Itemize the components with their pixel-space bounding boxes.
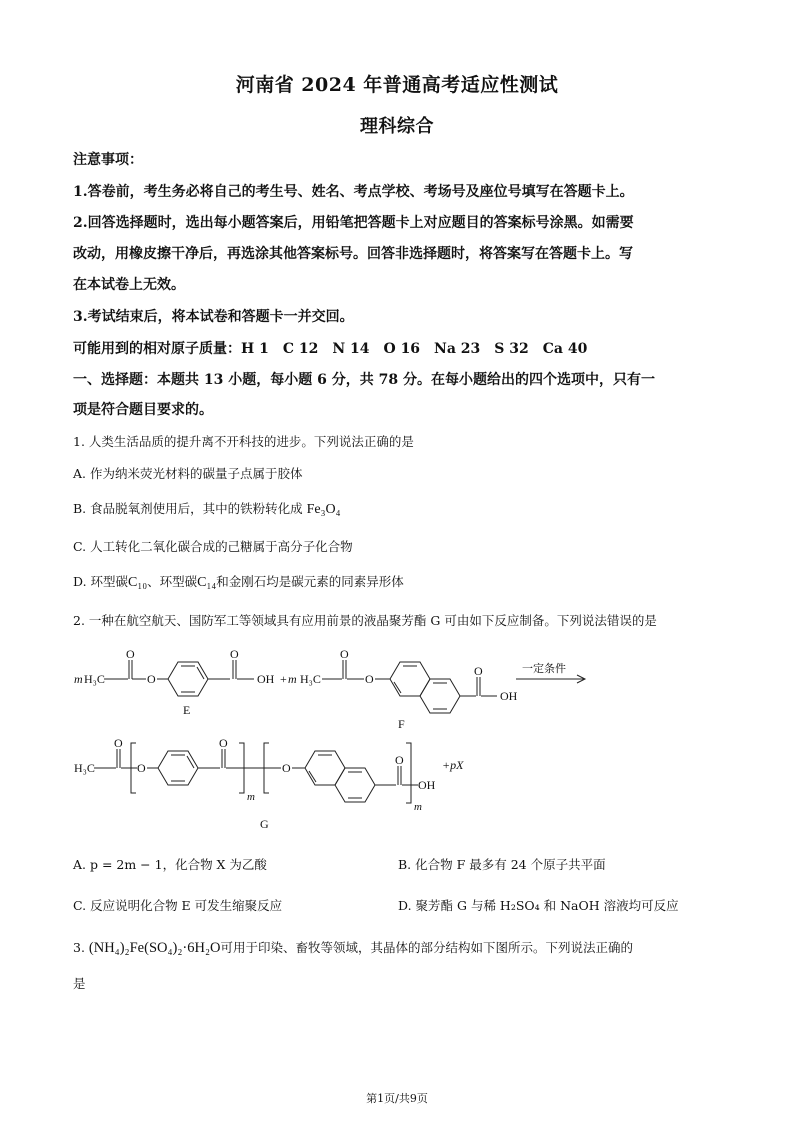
q1-option-d (73, 572, 404, 591)
exam-subtitle: 理科综合 (360, 116, 434, 137)
q1-stem: 1. 人类生活品质的提升离不开科技的进步。下列说法正确的是 (73, 434, 414, 449)
q1-option-d-part-1: D. 环型碳 (73, 574, 129, 589)
scheme-e-methyl: H₃C (84, 672, 105, 686)
scheme-condition: 一定条件 (522, 663, 566, 675)
q1-option-b (73, 499, 341, 518)
scheme-g-carbonyl-o-1: O (114, 736, 123, 750)
scheme-f-acid-o: O (474, 664, 483, 678)
scheme-e-oh: OH (257, 672, 275, 686)
reaction-scheme (0, 630, 794, 830)
q1-option-d-formula-1: C₁₀ (128, 575, 148, 590)
scheme-e-carbonyl-o-2: O (230, 647, 239, 661)
scheme-f-carbonyl-o: O (340, 647, 349, 661)
q1-option-a: A. 作为纳米荧光材料的碳量子点属于胶体 (73, 466, 303, 481)
page-footer: 第1页/共9页 (366, 1092, 428, 1105)
q3-stem-line-1: 3. (NH₄)₂Fe(SO₄)₂·6H₂O可用于印染、畜牧等领域，其晶体的部分结构如下图所示。下列说法正确的 (73, 940, 634, 956)
q2-option-d: D. 聚芳酯 G 与稀 H₂SO₄ 和 NaOH 溶液均可反应 (398, 898, 679, 913)
q1-option-c: C. 人工转化二氧化碳合成的己糖属于高分子化合物 (73, 539, 353, 554)
scheme-f-methyl: H₃C (300, 672, 321, 686)
section-heading-line-2: 项是符合题目要求的。 (73, 402, 213, 418)
note-2-line-3: 在本试卷上无效。 (73, 277, 185, 293)
scheme-e-ester-o: O (147, 672, 156, 686)
note-3: 3.考试结束后，将本试卷和答题卡一并交回。 (73, 309, 354, 325)
section-heading-line-1: 一、选择题：本题共 13 小题，每小题 6 分，共 78 分。在每小题给出的四个选项中，只有一 (73, 372, 655, 388)
note-1: 1.答卷前，考生务必将自己的考生号、姓名、考点学校、考场号及座位号填写在答题卡上。 (73, 184, 634, 200)
q1-option-d-formula-2: C₁₄ (197, 575, 217, 590)
q1-option-d-part-2: 、环型碳 (147, 574, 198, 589)
q1-option-b-text: B. 食品脱氧剂使用后，其中的铁粉转化成 (73, 501, 303, 516)
scheme-label-f: F (398, 717, 405, 731)
q1-option-b-formula: Fe₃O₄ (306, 502, 341, 517)
scheme-g-carbonyl-o-3: O (395, 753, 404, 767)
scheme-f-ester-o: O (365, 672, 374, 686)
q2-option-c: C. 反应说明化合物 E 可发生缩聚反应 (73, 898, 283, 913)
scheme-f-oh: OH (500, 689, 518, 703)
scheme-e-carbonyl-o-1: O (126, 647, 135, 661)
scheme-label-e: E (183, 703, 191, 717)
note-2-line-1: 2.回答选择题时，选出每小题答案后，用铅笔把答题卡上对应题目的答案标号涂黑。如需要 (73, 215, 634, 231)
scheme-g-ester-o-2: O (282, 761, 291, 775)
q1-option-d-part-3: 和金刚石均是碳元素的同素异形体 (216, 574, 404, 589)
scheme-coefficient-e: m (74, 672, 83, 686)
notes-heading: 注意事项： (73, 152, 143, 168)
q2-option-a: A. p = 2m − 1，化合物 X 为乙酸 (73, 857, 267, 872)
q2-stem: 2. 一种在航空航天、国防军工等领域具有应用前景的液晶聚芳酯 G 可由如下反应制备。下列说法错误的是 (73, 613, 657, 628)
scheme-g-oh: OH (418, 778, 436, 792)
exam-title: 河南省 2024 年普通高考适应性测试 (235, 74, 559, 96)
note-2-line-2: 改动，用橡皮擦干净后，再选涂其他答案标号。回答非选择题时，将答案写在答题卡上。写 (73, 246, 633, 262)
scheme-plus: + (280, 672, 287, 686)
scheme-g-methyl: H₃C (74, 761, 95, 775)
scheme-g-carbonyl-o-2: O (219, 736, 228, 750)
q3-formula: (NH₄)₂Fe(SO₄)₂·6H₂O (88, 940, 221, 956)
q3-stem-text: 可用于印染、畜牧等领域，其晶体的部分结构如下图所示。下列说法正确的 (220, 940, 634, 955)
scheme-byproduct: +pX (442, 758, 464, 772)
scheme-g-subscript-m-1: m (247, 791, 255, 803)
atomic-masses: 可能用到的相对原子质量：H 1 C 12 N 14 O 16 Na 23 S 32 Ca 40 (73, 341, 588, 357)
scheme-label-g: G (260, 817, 269, 830)
scheme-g-subscript-m-2: m (414, 801, 422, 813)
scheme-g-ester-o-1: O (137, 761, 146, 775)
q3-stem-line-2: 是 (73, 976, 86, 991)
q2-option-b: B. 化合物 F 最多有 24 个原子共平面 (398, 857, 606, 872)
scheme-coefficient-f: m (288, 672, 297, 686)
